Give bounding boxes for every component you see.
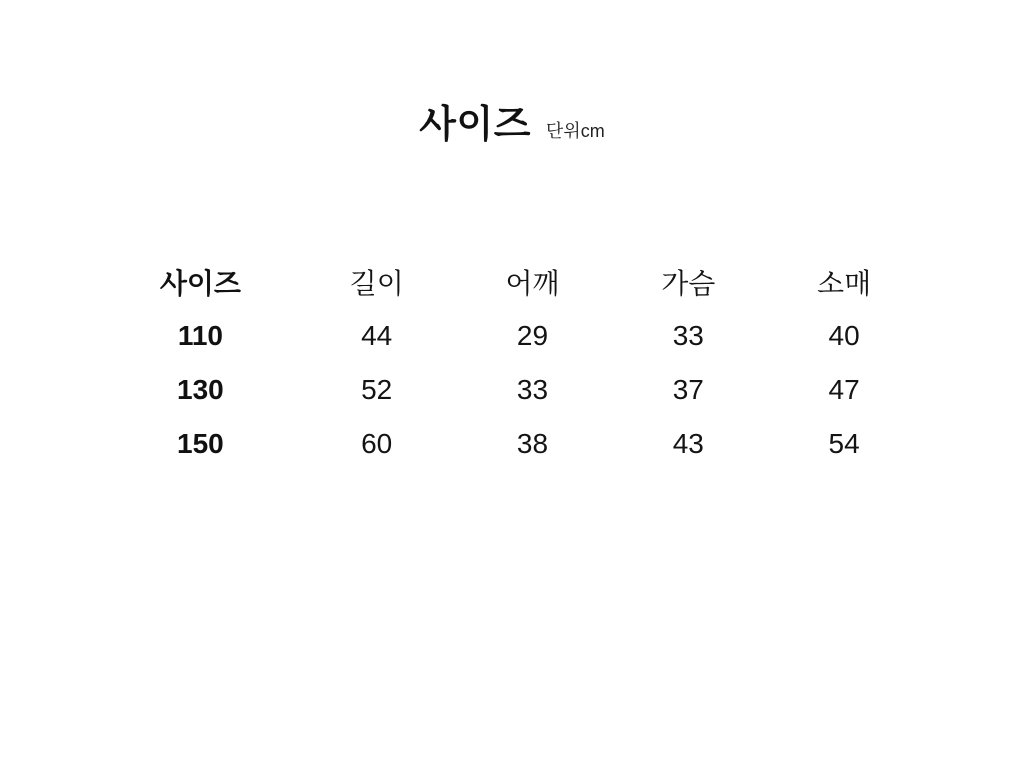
- size-table-header-sleeve: 소매: [817, 267, 872, 299]
- size-table-header-length: 길이: [349, 267, 404, 299]
- size-table-cell: 40: [828, 319, 860, 351]
- unit-label: 단위cm: [545, 121, 605, 141]
- size-table-cell: 44: [361, 319, 393, 351]
- size-table-cell: 60: [361, 427, 393, 459]
- size-table-cell: 29: [516, 319, 549, 351]
- size-table-row-size: 130: [177, 373, 224, 405]
- size-table-header-shoulder: 어깨: [505, 267, 560, 299]
- size-table-row-size: 110: [177, 319, 223, 351]
- size-table-cell: 52: [361, 373, 393, 405]
- size-table-cell: 47: [828, 373, 860, 405]
- size-table-header-size: 사이즈: [159, 267, 241, 299]
- size-table-cell: 37: [672, 373, 704, 405]
- size-table-header-chest: 가슴: [661, 267, 716, 299]
- size-table-cell: 54: [828, 427, 860, 459]
- size-table-cell: 38: [516, 427, 549, 459]
- size-table-cell: 33: [672, 319, 704, 351]
- size-table-cell: 43: [672, 427, 704, 459]
- size-table-cell: 33: [516, 373, 549, 405]
- page-title: 사이즈: [419, 104, 531, 146]
- size-table: [102, 255, 922, 471]
- size-chart-title-block: [0, 0, 1024, 147]
- size-table-row-size: 150: [177, 427, 224, 459]
